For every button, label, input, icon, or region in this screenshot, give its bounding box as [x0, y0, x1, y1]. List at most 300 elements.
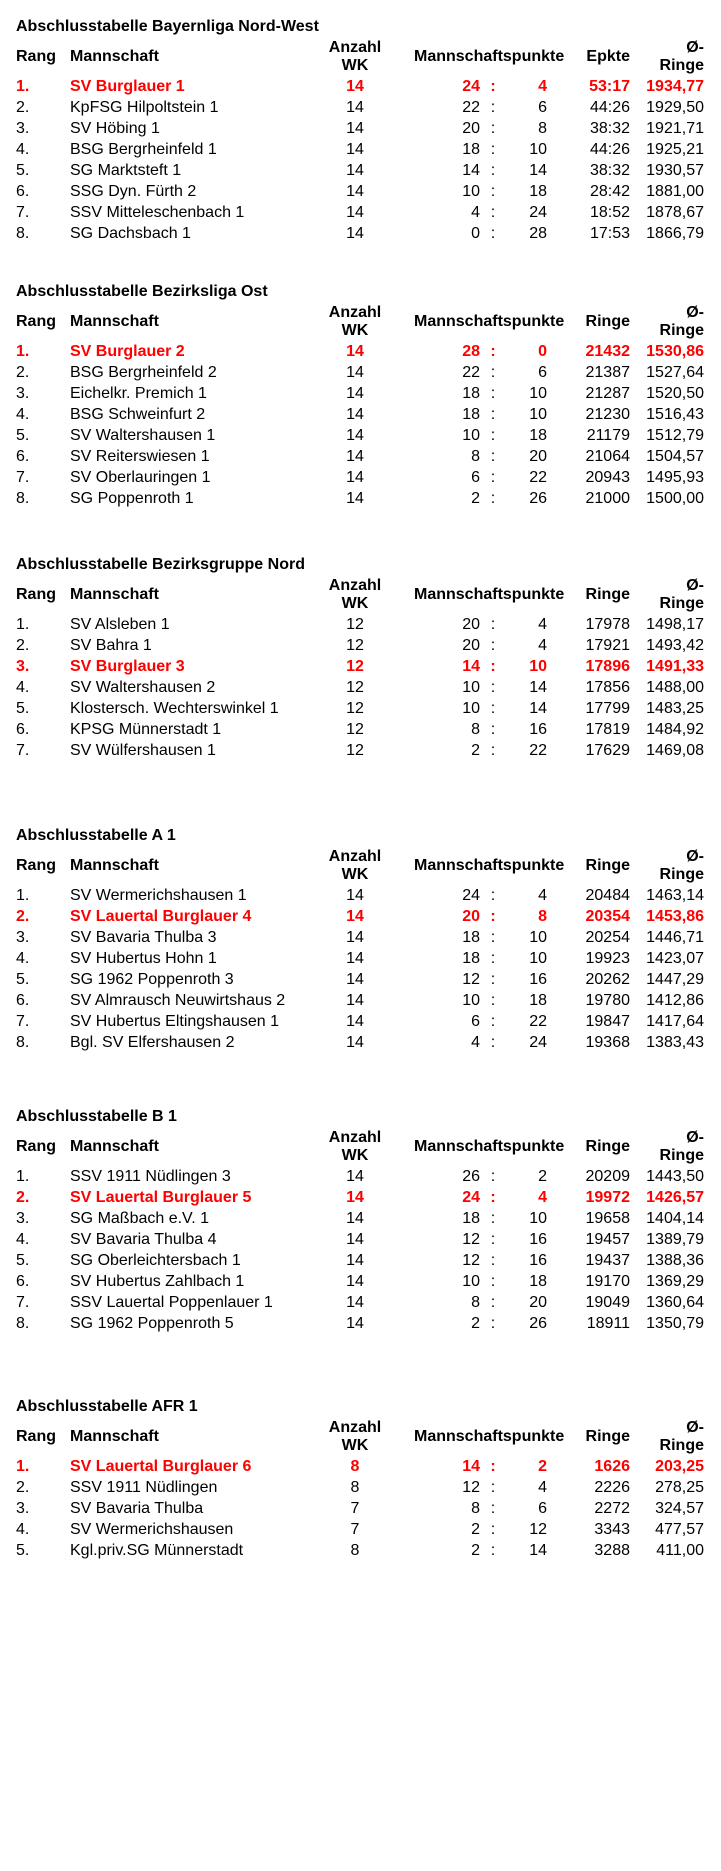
table-row	[0, 1034, 721, 1056]
points-won-cell: 2	[471, 742, 480, 759]
points-lost-cell: 14	[529, 679, 547, 696]
team-name-cell: SV Burglauer 2	[70, 343, 185, 360]
team-name-cell: BSG Bergrheinfeld 1	[70, 141, 217, 158]
points-separator: :	[490, 162, 496, 179]
rank-cell: 8.	[16, 1034, 30, 1051]
rank-cell: 3.	[16, 385, 30, 402]
points-lost-cell: 26	[529, 490, 547, 507]
team-name-cell: SV Burglauer 3	[70, 658, 185, 675]
avg-ringe-cell: 278,25	[655, 1479, 704, 1496]
avg-ringe-cell: 1530,86	[646, 343, 704, 360]
avg-ringe-cell: 1512,79	[646, 427, 704, 444]
table-title: Abschlusstabelle Bezirksliga Ost	[16, 283, 268, 300]
avg-ringe-cell: 1498,17	[646, 616, 704, 633]
points-won-cell: 22	[462, 364, 480, 381]
score-cell: 19658	[585, 1210, 630, 1227]
team-name-cell: SG Marktsteft 1	[70, 162, 182, 179]
points-won-cell: 2	[471, 1315, 480, 1332]
score-cell: 17978	[585, 616, 630, 633]
avg-ringe-cell: 1447,29	[646, 971, 704, 988]
score-cell: 2226	[594, 1479, 630, 1496]
points-lost-cell: 14	[529, 162, 547, 179]
competitions-cell: 14	[346, 1231, 364, 1248]
avg-ringe-cell: 1493,42	[646, 637, 704, 654]
team-name-cell: SV Burglauer 1	[70, 78, 185, 95]
avg-ringe-cell: 1930,57	[646, 162, 704, 179]
header-avg-ringe: Ø- Ringe	[659, 39, 704, 74]
points-lost-cell: 24	[529, 1034, 547, 1051]
table-row	[0, 929, 721, 951]
points-separator: :	[490, 1273, 496, 1290]
rank-cell: 2.	[16, 637, 30, 654]
avg-ringe-cell: 1881,00	[646, 183, 704, 200]
table-row	[0, 1479, 721, 1501]
avg-ringe-cell: 1426,57	[646, 1189, 704, 1206]
team-name-cell: SV Oberlauringen 1	[70, 469, 211, 486]
points-won-cell: 18	[462, 950, 480, 967]
avg-ringe-cell: 1504,57	[646, 448, 704, 465]
avg-ringe-cell: 1878,67	[646, 204, 704, 221]
score-cell: 19972	[585, 1189, 630, 1206]
points-separator: :	[490, 887, 496, 904]
score-cell: 17629	[585, 742, 630, 759]
points-lost-cell: 24	[529, 204, 547, 221]
header-value: Ringe	[585, 1138, 630, 1155]
rank-cell: 7.	[16, 742, 30, 759]
points-separator: :	[490, 637, 496, 654]
team-name-cell: SV Waltershausen 2	[70, 679, 216, 696]
team-name-cell: SG Maßbach e.V. 1	[70, 1210, 210, 1227]
points-won-cell: 18	[462, 406, 480, 423]
points-lost-cell: 4	[538, 637, 547, 654]
table-row	[0, 1521, 721, 1543]
rank-cell: 5.	[16, 971, 30, 988]
rank-cell: 5.	[16, 427, 30, 444]
team-name-cell: SV Waltershausen 1	[70, 427, 216, 444]
rank-cell: 1.	[16, 616, 30, 633]
points-separator: :	[490, 1458, 496, 1475]
table-row	[0, 1294, 721, 1316]
header-anzahl-wk: Anzahl WK	[328, 39, 382, 74]
competitions-cell: 14	[346, 1013, 364, 1030]
team-name-cell: SV Wermerichshausen	[70, 1521, 234, 1538]
table-row	[0, 679, 721, 701]
table-row	[0, 908, 721, 930]
score-cell: 19437	[585, 1252, 630, 1269]
competitions-cell: 14	[346, 120, 364, 137]
rank-cell: 8.	[16, 1315, 30, 1332]
points-lost-cell: 16	[529, 971, 547, 988]
score-cell: 17819	[585, 721, 630, 738]
competitions-cell: 14	[346, 162, 364, 179]
points-lost-cell: 18	[529, 992, 547, 1009]
team-name-cell: SV Hubertus Eltingshausen 1	[70, 1013, 280, 1030]
points-won-cell: 14	[462, 1458, 480, 1475]
points-separator: :	[490, 1231, 496, 1248]
team-name-cell: SV Lauertal Burglauer 4	[70, 908, 252, 925]
competitions-cell: 12	[346, 700, 364, 717]
avg-ringe-cell: 1929,50	[646, 99, 704, 116]
points-separator: :	[490, 992, 496, 1009]
table-row	[0, 162, 721, 184]
competitions-cell: 14	[346, 490, 364, 507]
score-cell: 21432	[585, 343, 630, 360]
points-separator: :	[490, 950, 496, 967]
header-avg-ringe: Ø- Ringe	[659, 1419, 704, 1454]
score-cell: 19780	[585, 992, 630, 1009]
points-separator: :	[490, 1542, 496, 1559]
points-won-cell: 0	[471, 225, 480, 242]
competitions-cell: 14	[346, 141, 364, 158]
table-row	[0, 469, 721, 491]
avg-ringe-cell: 411,00	[656, 1542, 704, 1559]
points-won-cell: 10	[462, 183, 480, 200]
points-lost-cell: 16	[529, 721, 547, 738]
header-rang: Rang	[16, 313, 56, 330]
score-cell: 17896	[585, 658, 630, 675]
table-row	[0, 1273, 721, 1295]
table-row	[0, 427, 721, 449]
avg-ringe-cell: 477,57	[655, 1521, 704, 1538]
points-lost-cell: 4	[538, 78, 547, 95]
header-anzahl-wk: Anzahl WK	[328, 304, 382, 339]
points-separator: :	[490, 469, 496, 486]
header-value: Ringe	[585, 586, 630, 603]
avg-ringe-cell: 1925,21	[646, 141, 704, 158]
avg-ringe-cell: 1491,33	[646, 658, 704, 675]
competitions-cell: 12	[346, 637, 364, 654]
points-separator: :	[490, 490, 496, 507]
points-lost-cell: 22	[529, 1013, 547, 1030]
points-lost-cell: 20	[529, 448, 547, 465]
points-separator: :	[490, 929, 496, 946]
score-cell: 3288	[594, 1542, 630, 1559]
table-row	[0, 616, 721, 638]
score-cell: 21000	[585, 490, 630, 507]
header-avg-ringe: Ø- Ringe	[659, 1129, 704, 1164]
points-separator: :	[490, 120, 496, 137]
competitions-cell: 14	[346, 204, 364, 221]
avg-ringe-cell: 1350,79	[646, 1315, 704, 1332]
header-avg-ringe: Ø- Ringe	[659, 848, 704, 883]
points-won-cell: 2	[471, 1521, 480, 1538]
rank-cell: 7.	[16, 204, 30, 221]
rank-cell: 5.	[16, 162, 30, 179]
team-name-cell: SV Lauertal Burglauer 5	[70, 1189, 252, 1206]
points-won-cell: 10	[462, 427, 480, 444]
competitions-cell: 14	[346, 406, 364, 423]
competitions-cell: 14	[346, 971, 364, 988]
team-name-cell: Eichelkr. Premich 1	[70, 385, 207, 402]
avg-ringe-cell: 1469,08	[646, 742, 704, 759]
competitions-cell: 14	[346, 887, 364, 904]
header-mannschaft: Mannschaft	[70, 48, 159, 65]
points-separator: :	[490, 679, 496, 696]
points-separator: :	[490, 141, 496, 158]
avg-ringe-cell: 1921,71	[646, 120, 704, 137]
competitions-cell: 8	[350, 1542, 360, 1559]
points-won-cell: 18	[462, 1210, 480, 1227]
rank-cell: 4.	[16, 1231, 30, 1248]
rank-cell: 3.	[16, 120, 30, 137]
score-cell: 19847	[585, 1013, 630, 1030]
competitions-cell: 14	[346, 1168, 364, 1185]
points-separator: :	[490, 616, 496, 633]
competitions-cell: 14	[346, 364, 364, 381]
points-lost-cell: 4	[538, 1189, 547, 1206]
score-cell: 18:52	[589, 204, 630, 221]
score-cell: 17856	[585, 679, 630, 696]
avg-ringe-cell: 203,25	[655, 1458, 704, 1475]
competitions-cell: 14	[346, 183, 364, 200]
header-value: Epkte	[586, 48, 630, 65]
table-row	[0, 448, 721, 470]
header-mannschaft: Mannschaft	[70, 1138, 159, 1155]
points-separator: :	[490, 1252, 496, 1269]
points-separator: :	[490, 204, 496, 221]
points-won-cell: 12	[462, 1252, 480, 1269]
table-row	[0, 1189, 721, 1211]
rank-cell: 2.	[16, 1479, 30, 1496]
team-name-cell: Bgl. SV Elfershausen 2	[70, 1034, 235, 1051]
team-name-cell: SV Wermerichshausen 1	[70, 887, 247, 904]
points-won-cell: 10	[462, 1273, 480, 1290]
header-rang: Rang	[16, 586, 56, 603]
competitions-cell: 14	[346, 427, 364, 444]
points-lost-cell: 4	[538, 616, 547, 633]
table-title: Abschlusstabelle B 1	[16, 1108, 177, 1125]
points-won-cell: 28	[462, 343, 480, 360]
table-row	[0, 1500, 721, 1522]
team-name-cell: SV Bavaria Thulba	[70, 1500, 204, 1517]
points-won-cell: 8	[471, 1294, 480, 1311]
score-cell: 19170	[585, 1273, 630, 1290]
avg-ringe-cell: 1412,86	[646, 992, 704, 1009]
points-lost-cell: 16	[529, 1231, 547, 1248]
score-cell: 21179	[586, 427, 630, 444]
points-lost-cell: 6	[538, 1500, 547, 1517]
header-rang: Rang	[16, 857, 56, 874]
points-lost-cell: 18	[529, 1273, 547, 1290]
points-won-cell: 18	[462, 929, 480, 946]
score-cell: 21287	[585, 385, 630, 402]
competitions-cell: 14	[346, 343, 364, 360]
table-row	[0, 204, 721, 226]
points-lost-cell: 22	[529, 742, 547, 759]
score-cell: 20254	[585, 929, 630, 946]
avg-ringe-cell: 1483,25	[646, 700, 704, 717]
rank-cell: 1.	[16, 887, 30, 904]
rank-cell: 7.	[16, 469, 30, 486]
points-won-cell: 8	[471, 448, 480, 465]
rank-cell: 6.	[16, 721, 30, 738]
competitions-cell: 12	[346, 679, 364, 696]
competitions-cell: 14	[346, 469, 364, 486]
points-separator: :	[490, 721, 496, 738]
header-anzahl-wk: Anzahl WK	[328, 848, 382, 883]
rank-cell: 7.	[16, 1013, 30, 1030]
points-separator: :	[490, 700, 496, 717]
points-won-cell: 4	[471, 1034, 480, 1051]
team-name-cell: SG 1962 Poppenroth 3	[70, 971, 234, 988]
rank-cell: 4.	[16, 1521, 30, 1538]
rank-cell: 6.	[16, 448, 30, 465]
competitions-cell: 14	[346, 448, 364, 465]
points-won-cell: 10	[462, 700, 480, 717]
score-cell: 19457	[585, 1231, 630, 1248]
competitions-cell: 14	[346, 908, 364, 925]
table-row	[0, 721, 721, 743]
table-row	[0, 1252, 721, 1274]
points-separator: :	[490, 343, 496, 360]
score-cell: 44:26	[589, 99, 630, 116]
rank-cell: 8.	[16, 225, 30, 242]
header-rang: Rang	[16, 1138, 56, 1155]
points-separator: :	[490, 99, 496, 116]
header-anzahl-wk: Anzahl WK	[328, 1129, 382, 1164]
avg-ringe-cell: 1404,14	[646, 1210, 704, 1227]
team-name-cell: SSV 1911 Nüdlingen 3	[70, 1168, 231, 1185]
rank-cell: 3.	[16, 1210, 30, 1227]
points-separator: :	[490, 1294, 496, 1311]
competitions-cell: 14	[346, 1252, 364, 1269]
team-name-cell: SV Höbing 1	[70, 120, 160, 137]
score-cell: 20354	[585, 908, 630, 925]
points-won-cell: 12	[462, 1231, 480, 1248]
points-separator: :	[490, 1168, 496, 1185]
rank-cell: 5.	[16, 1252, 30, 1269]
avg-ringe-cell: 1383,43	[646, 1034, 704, 1051]
points-lost-cell: 10	[529, 1210, 547, 1227]
avg-ringe-cell: 1443,50	[646, 1168, 704, 1185]
points-separator: :	[490, 1210, 496, 1227]
points-separator: :	[490, 225, 496, 242]
points-separator: :	[490, 448, 496, 465]
rank-cell: 7.	[16, 1294, 30, 1311]
competitions-cell: 14	[346, 992, 364, 1009]
header-mannschaft: Mannschaft	[70, 313, 159, 330]
avg-ringe-cell: 324,57	[655, 1500, 704, 1517]
score-cell: 38:32	[589, 120, 630, 137]
score-cell: 20262	[585, 971, 630, 988]
competitions-cell: 14	[346, 950, 364, 967]
points-separator: :	[490, 364, 496, 381]
points-lost-cell: 0	[538, 343, 547, 360]
header-mannschaftspunkte: Mannschaftspunkte	[414, 586, 565, 603]
points-won-cell: 18	[462, 385, 480, 402]
table-row	[0, 1231, 721, 1253]
competitions-cell: 14	[346, 225, 364, 242]
points-won-cell: 12	[462, 971, 480, 988]
table-row	[0, 971, 721, 993]
competitions-cell: 14	[346, 78, 364, 95]
team-name-cell: SSV Lauertal Poppenlauer 1	[70, 1294, 273, 1311]
rank-cell: 5.	[16, 700, 30, 717]
table-title: Abschlusstabelle Bezirksgruppe Nord	[16, 556, 305, 573]
table-row	[0, 343, 721, 365]
table-title: Abschlusstabelle Bayernliga Nord-West	[16, 18, 319, 35]
score-cell: 3343	[594, 1521, 630, 1538]
score-cell: 1626	[594, 1458, 630, 1475]
points-won-cell: 10	[462, 679, 480, 696]
points-lost-cell: 10	[529, 929, 547, 946]
team-name-cell: SV Almrausch Neuwirtshaus 2	[70, 992, 286, 1009]
competitions-cell: 14	[346, 1189, 364, 1206]
header-mannschaft: Mannschaft	[70, 586, 159, 603]
points-won-cell: 6	[471, 469, 480, 486]
points-separator: :	[490, 908, 496, 925]
team-name-cell: KpFSG Hilpoltstein 1	[70, 99, 219, 116]
points-won-cell: 14	[462, 658, 480, 675]
points-lost-cell: 2	[538, 1168, 547, 1185]
rank-cell: 4.	[16, 406, 30, 423]
points-won-cell: 8	[471, 1500, 480, 1517]
points-won-cell: 12	[462, 1479, 480, 1496]
header-anzahl-wk: Anzahl WK	[328, 1419, 382, 1454]
competitions-cell: 14	[346, 1034, 364, 1051]
team-name-cell: SG Poppenroth 1	[70, 490, 194, 507]
table-row	[0, 1168, 721, 1190]
avg-ringe-cell: 1866,79	[646, 225, 704, 242]
avg-ringe-cell: 1463,14	[646, 887, 704, 904]
competitions-cell: 12	[346, 658, 364, 675]
competitions-cell: 14	[346, 1210, 364, 1227]
team-name-cell: SSG Dyn. Fürth 2	[70, 183, 197, 200]
table-row	[0, 1013, 721, 1035]
team-name-cell: Kgl.priv.SG Münnerstadt	[70, 1542, 244, 1559]
score-cell: 21064	[585, 448, 630, 465]
competitions-cell: 14	[346, 929, 364, 946]
table-row	[0, 950, 721, 972]
points-won-cell: 2	[471, 490, 480, 507]
team-name-cell: SG 1962 Poppenroth 5	[70, 1315, 234, 1332]
competitions-cell: 14	[346, 99, 364, 116]
points-won-cell: 14	[462, 162, 480, 179]
header-anzahl-wk: Anzahl WK	[328, 577, 382, 612]
points-won-cell: 20	[462, 616, 480, 633]
points-separator: :	[490, 183, 496, 200]
points-separator: :	[490, 1500, 496, 1517]
points-separator: :	[490, 1013, 496, 1030]
rank-cell: 3.	[16, 929, 30, 946]
points-won-cell: 8	[471, 721, 480, 738]
team-name-cell: KPSG Münnerstadt 1	[70, 721, 222, 738]
table-row	[0, 1542, 721, 1564]
score-cell: 21387	[585, 364, 630, 381]
header-value: Ringe	[585, 313, 630, 330]
points-lost-cell: 10	[529, 406, 547, 423]
team-name-cell: SG Oberleichtersbach 1	[70, 1252, 241, 1269]
points-lost-cell: 4	[538, 887, 547, 904]
points-lost-cell: 14	[529, 1542, 547, 1559]
avg-ringe-cell: 1934,77	[646, 78, 704, 95]
points-won-cell: 20	[462, 637, 480, 654]
team-name-cell: SV Hubertus Zahlbach 1	[70, 1273, 245, 1290]
score-cell: 17921	[585, 637, 630, 654]
avg-ringe-cell: 1488,00	[646, 679, 704, 696]
avg-ringe-cell: 1516,43	[646, 406, 704, 423]
team-name-cell: SSV 1911 Nüdlingen	[70, 1479, 218, 1496]
header-mannschaftspunkte: Mannschaftspunkte	[414, 48, 565, 65]
points-lost-cell: 6	[538, 99, 547, 116]
points-separator: :	[490, 1034, 496, 1051]
team-name-cell: SV Bavaria Thulba 4	[70, 1231, 217, 1248]
points-won-cell: 6	[471, 1013, 480, 1030]
points-lost-cell: 12	[529, 1521, 547, 1538]
team-name-cell: SV Reiterswiesen 1	[70, 448, 210, 465]
competitions-cell: 12	[346, 721, 364, 738]
points-lost-cell: 10	[529, 658, 547, 675]
